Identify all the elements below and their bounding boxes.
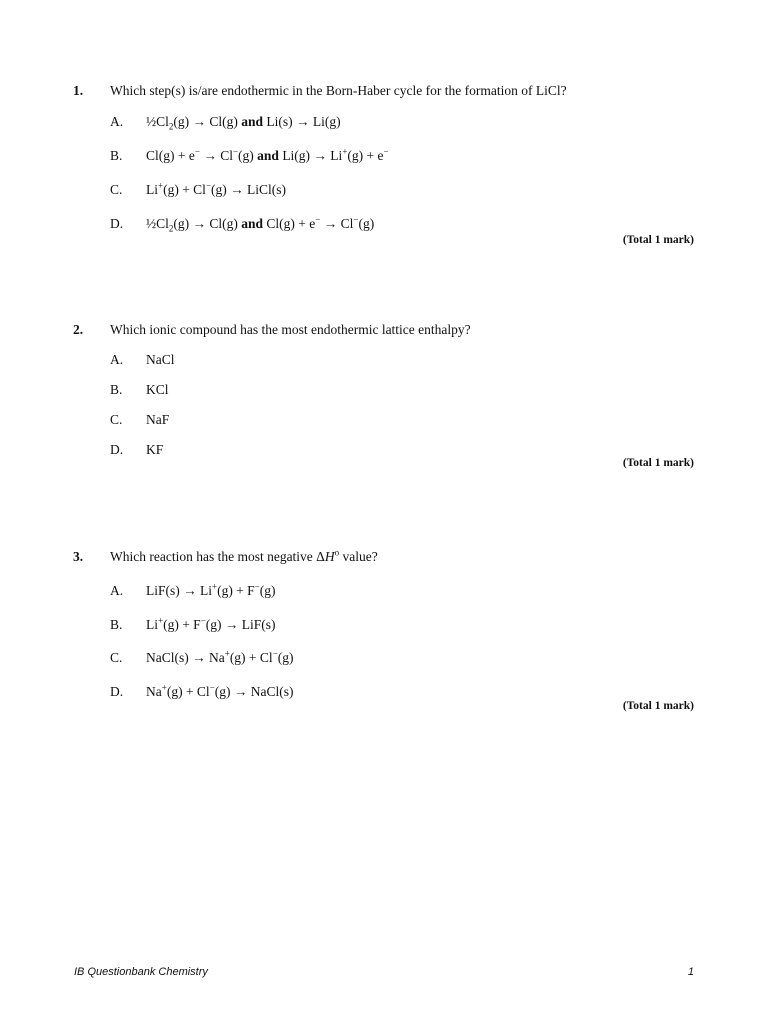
footer-source: IB Questionbank Chemistry (74, 966, 208, 978)
total-mark: (Total 1 mark) (622, 234, 694, 246)
question-number: 2. (73, 322, 84, 337)
option-letter: D. (110, 442, 124, 457)
question-text: Which reaction has the most negative $\Delta H^o$ value? (110, 547, 378, 564)
option-letter: B. (110, 382, 123, 397)
option-letter: A. (110, 114, 124, 129)
option-letter: D. (110, 216, 124, 231)
total-mark: (Total 1 mark) (622, 457, 694, 469)
option-letter: B. (110, 148, 123, 163)
option-text: KF (146, 442, 164, 457)
option-text: $\frac{1}{2}Cl_2(g) \to Cl(g)$ and Cl(g) + e− → Cl−(g) (146, 214, 375, 234)
total-mark: (Total 1 mark) (622, 700, 694, 712)
option-letter: A. (110, 583, 124, 598)
option-text: NaF (146, 412, 170, 427)
option-text: NaCl(s) → Na+(g) + Cl−(g) (146, 648, 294, 665)
option-letter: C. (110, 650, 123, 665)
option-letter: A. (110, 352, 124, 367)
option-letter: C. (110, 412, 123, 427)
option-letter: C. (110, 182, 123, 197)
option-letter: B. (110, 617, 123, 632)
question-text: Which step(s) is/are endothermic in the Born-Haber cycle for the formation of LiCl? (110, 83, 567, 98)
option-text: $\frac{1}{2}Cl_2(g) \to Cl(g)$ and Li(s) → Li(g) (146, 114, 341, 132)
option-text: LiF(s) → Li+(g) + F−(g) (146, 581, 276, 598)
option-text: NaCl (146, 352, 175, 367)
option-text: Na+(g) + Cl−(g) → NaCl(s) (146, 682, 294, 699)
option-text: KCl (146, 382, 169, 397)
question-number: 3. (73, 549, 84, 564)
footer-page-number: 1 (687, 966, 694, 978)
option-letter: D. (110, 684, 124, 699)
option-text: Li+(g) + Cl−(g) → LiCl(s) (146, 180, 287, 197)
option-text: Li+(g) + F−(g) → LiF(s) (146, 615, 276, 632)
option-text: Cl(g) + e− → Cl−(g) and Li(g) → Li+(g) + e− (146, 146, 389, 163)
question-text: Which ionic compound has the most endothermic lattice enthalpy? (110, 322, 471, 337)
question-number: 1. (73, 83, 84, 98)
